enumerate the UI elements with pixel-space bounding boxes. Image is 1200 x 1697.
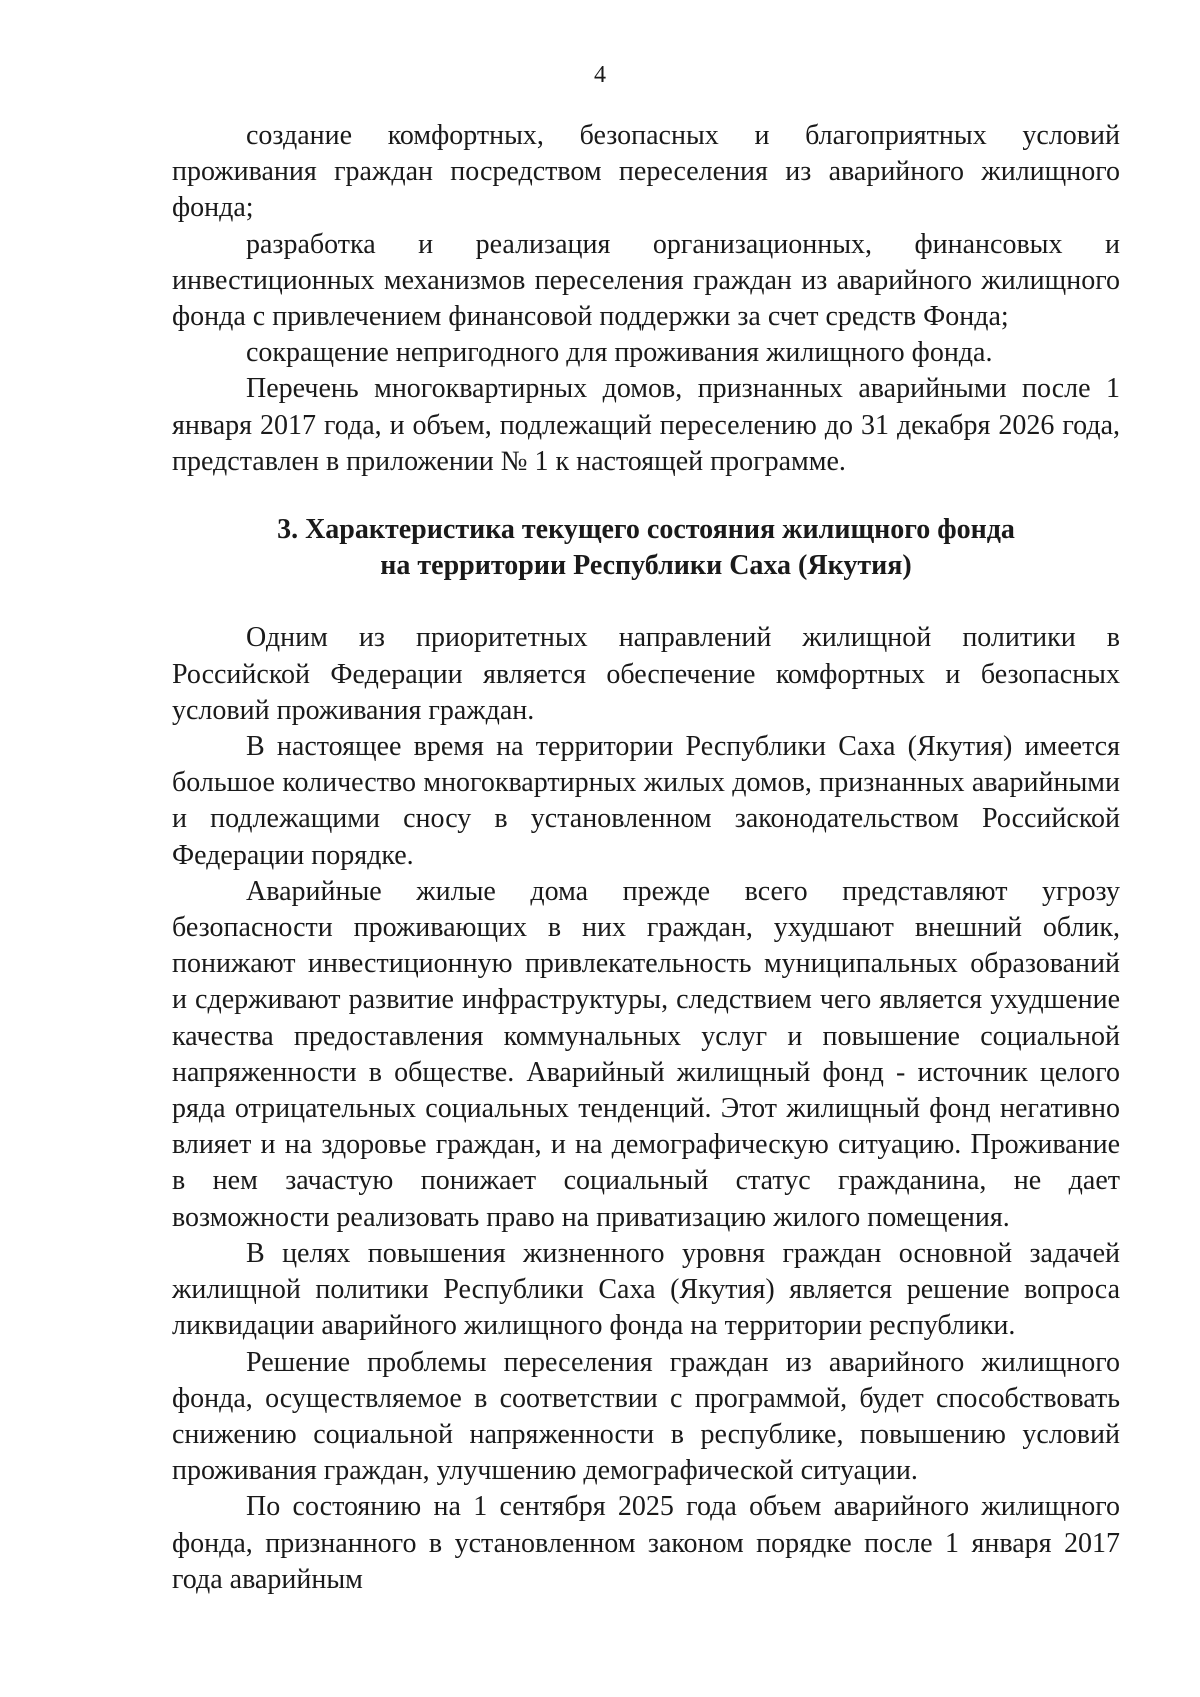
paragraph-list-reference: Перечень многоквартирных домов, признанных аварийными после 1 января 2017 года, и объем, подлежащий переселению до 31 декабря 2026 года, представлен в приложении № 1 к настоящей программе.: [172, 373, 1120, 477]
section-heading-line-1: 3. Характеристика текущего состояния жилищного фонда: [277, 514, 1015, 546]
section-heading: [172, 512, 1120, 584]
paragraph-priority: Одним из приоритетных направлений жилищной политики в Российской Федерации является обеспечение комфортных и безопасных условий проживания граждан.: [172, 622, 1120, 726]
paragraph-goal-reduction: сокращение непригодного для проживания жилищного фонда.: [246, 337, 993, 369]
paragraph-goal-mechanisms: разработка и реализация организационных, финансовых и инвестиционных механизмов переселения граждан из аварийного жилищного фонда с привлечением финансовой поддержки за счет средств Фонда;: [172, 228, 1120, 333]
paragraph-threats: Аварийные жилые дома прежде всего представляют угрозу безопасности проживающих в них граждан, ухудшают внешний облик, понижают инвестиционную привлекательность муниципальных образований и сдерживают развитие инфраструктуры, следствием чего является ухудшение качества предоставления коммунальных услуг и повышение социальной напряженности в обществе. Аварийный жилищный фонд - источник целого ряда отрицательных социальных тенденций. Этот жилищный фонд негативно влияет и на здоровье граждан, и на демографическую ситуацию. Проживание в нем зачастую понижает социальный статус гражданина, не дает возможности реализовать право на приватизацию жилого помещения.: [172, 875, 1120, 1233]
section-heading-line-2: на территории Республики Саха (Якутия): [380, 550, 912, 582]
paragraph-volume: По состоянию на 1 сентября 2025 года объем аварийного жилищного фонда, признанного в установленном законом порядке после 1 января 2017 года аварийным: [172, 1491, 1120, 1595]
paragraph-goal-comfort: создание комфортных, безопасных и благоприятных условий проживания граждан посредством переселения из аварийного жилищного фонда;: [172, 120, 1120, 224]
paragraph-main-task: В целях повышения жизненного уровня граждан основной задачей жилищной политики Республики Саха (Якутия) является решение вопроса ликвидации аварийного жилищного фонда на территории республики.: [172, 1237, 1120, 1342]
page-body: [172, 118, 1120, 1598]
page-number: 4: [594, 62, 606, 88]
paragraph-current-state: В настоящее время на территории Республики Саха (Якутия) имеется большое количество многоквартирных жилых домов, признанных аварийными и подлежащими сносу в установленном законодательством Российской Федерации порядке.: [172, 731, 1120, 871]
paragraph-solution: Решение проблемы переселения граждан из аварийного жилищного фонда, осуществляемое в соответствии с программой, будет способствовать снижению социальной напряженности в республике, повышению условий проживания граждан, улучшению демографической ситуации.: [172, 1346, 1120, 1487]
